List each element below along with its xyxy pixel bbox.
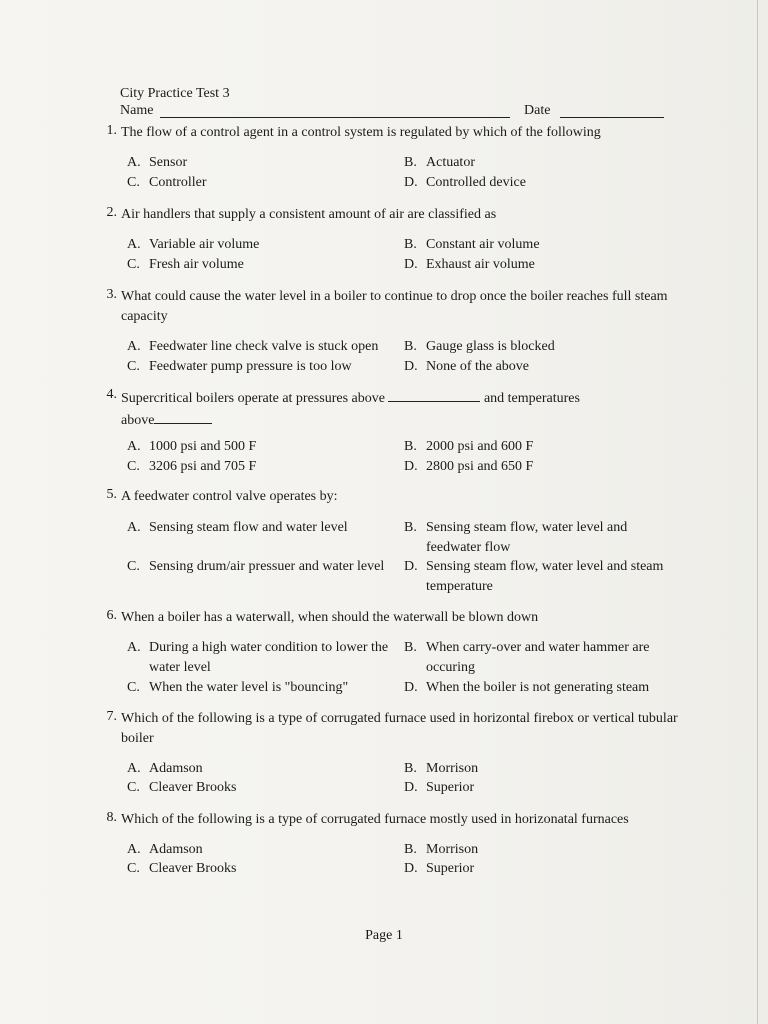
option-text: Cleaver Brooks <box>149 780 237 795</box>
question-number: 2. <box>106 205 117 220</box>
question-number: 8. <box>106 810 117 825</box>
option-letter: D. <box>404 175 418 190</box>
option-text: Sensor <box>149 155 188 170</box>
page-edge <box>757 0 758 1024</box>
option-text: Feedwater line check valve is stuck open <box>149 339 379 354</box>
option-text: Fresh air volume <box>149 257 244 272</box>
option-text: Adamson <box>149 761 203 776</box>
option-letter: B. <box>404 439 417 454</box>
question-text: When a boiler has a waterwall, when should the waterwall be blown down <box>121 610 539 625</box>
option-text: None of the above <box>426 359 530 374</box>
question-text-part3: above <box>121 413 155 428</box>
option-letter: D. <box>404 559 418 574</box>
question-text: Which of the following is a type of corrugated furnace mostly used in horizonatal furnaces <box>121 812 629 827</box>
option-text: Morrison <box>426 761 479 776</box>
option-text: Actuator <box>426 155 475 170</box>
question-number: 1. <box>106 123 117 138</box>
option-letter: B. <box>404 842 417 857</box>
option-text: Exhaust air volume <box>426 257 535 272</box>
option-letter: B. <box>404 761 417 776</box>
question-text: Air handlers that supply a consistent amount of air are classified as <box>121 207 497 222</box>
test-header <box>120 84 230 104</box>
option-text: During a high water condition to lower the water level <box>149 640 389 675</box>
question-number: 5. <box>106 487 117 502</box>
option-text: 2800 psi and 650 F <box>426 459 534 474</box>
option-letter: D. <box>404 680 418 695</box>
name-label: Name <box>120 103 154 118</box>
page-number: Page 1 <box>365 928 403 943</box>
option-letter: B. <box>404 640 417 655</box>
option-letter: C. <box>127 257 140 272</box>
option-letter: C. <box>127 175 140 190</box>
option-text: When the boiler is not generating steam <box>426 680 650 695</box>
option-letter: C. <box>127 359 140 374</box>
date-blank <box>560 117 664 118</box>
question-text: Which of the following is a type of corrugated furnace used in horizontal firebox or vertical tubular boiler <box>121 711 678 746</box>
option-text: Cleaver Brooks <box>149 861 237 876</box>
question-text-part2: and temperatures <box>483 391 580 406</box>
option-letter: A. <box>127 640 141 655</box>
name-date-row <box>120 103 665 123</box>
option-letter: B. <box>404 339 417 354</box>
option-text: Feedwater pump pressure is too low <box>149 359 352 374</box>
option-text: Constant air volume <box>426 237 540 252</box>
option-letter: A. <box>127 842 141 857</box>
test-title: City Practice Test 3 <box>120 86 230 101</box>
question-number: 6. <box>106 608 117 623</box>
option-letter: B. <box>404 237 417 252</box>
option-letter: B. <box>404 155 417 170</box>
option-text: Superior <box>426 861 475 876</box>
option-letter: B. <box>404 520 417 535</box>
option-text: Variable air volume <box>149 237 260 252</box>
option-text: Sensing steam flow and water level <box>149 520 348 535</box>
option-letter: A. <box>127 155 141 170</box>
option-text: Sensing drum/air pressuer and water level <box>149 559 385 574</box>
option-letter: C. <box>127 780 140 795</box>
option-text: Sensing steam flow, water level and steam temperature <box>426 559 664 594</box>
option-text: Controller <box>149 175 207 190</box>
option-letter: C. <box>127 680 140 695</box>
pressure-blank <box>388 387 480 402</box>
question-text: What could cause the water level in a boiler to continue to drop once the boiler reaches full steam capacity <box>121 289 668 324</box>
option-letter: A. <box>127 439 141 454</box>
option-letter: A. <box>127 237 141 252</box>
option-letter: A. <box>127 339 141 354</box>
option-letter: D. <box>404 257 418 272</box>
name-blank <box>160 117 510 118</box>
question-number: 4. <box>106 387 117 402</box>
option-letter: D. <box>404 359 418 374</box>
option-text: When carry-over and water hammer are occuring <box>426 640 650 675</box>
option-text: 3206 psi and 705 F <box>149 459 257 474</box>
option-letter: A. <box>127 520 141 535</box>
option-letter: D. <box>404 861 418 876</box>
option-letter: A. <box>127 761 141 776</box>
question-text-part1: Supercritical boilers operate at pressures above <box>121 391 385 406</box>
option-letter: C. <box>127 459 140 474</box>
question-number: 7. <box>106 709 117 724</box>
option-letter: D. <box>404 459 418 474</box>
option-text: When the water level is "bouncing" <box>149 680 349 695</box>
question-text: A feedwater control valve operates by: <box>121 489 338 504</box>
option-text: Morrison <box>426 842 479 857</box>
option-text: Gauge glass is blocked <box>426 339 555 354</box>
option-text: Controlled device <box>426 175 526 190</box>
option-letter: C. <box>127 861 140 876</box>
question-text: The flow of a control agent in a control system is regulated by which of the following <box>121 125 601 140</box>
question-text <box>121 387 681 431</box>
temperature-blank <box>154 409 212 424</box>
date-label: Date <box>524 103 551 118</box>
option-text: Adamson <box>149 842 203 857</box>
option-text: 1000 psi and 500 F <box>149 439 257 454</box>
option-text: Superior <box>426 780 475 795</box>
question-number: 3. <box>106 287 117 302</box>
option-text: 2000 psi and 600 F <box>426 439 534 454</box>
option-letter: C. <box>127 559 140 574</box>
option-letter: D. <box>404 780 418 795</box>
option-text: Sensing steam flow, water level and feedwater flow <box>426 520 628 555</box>
